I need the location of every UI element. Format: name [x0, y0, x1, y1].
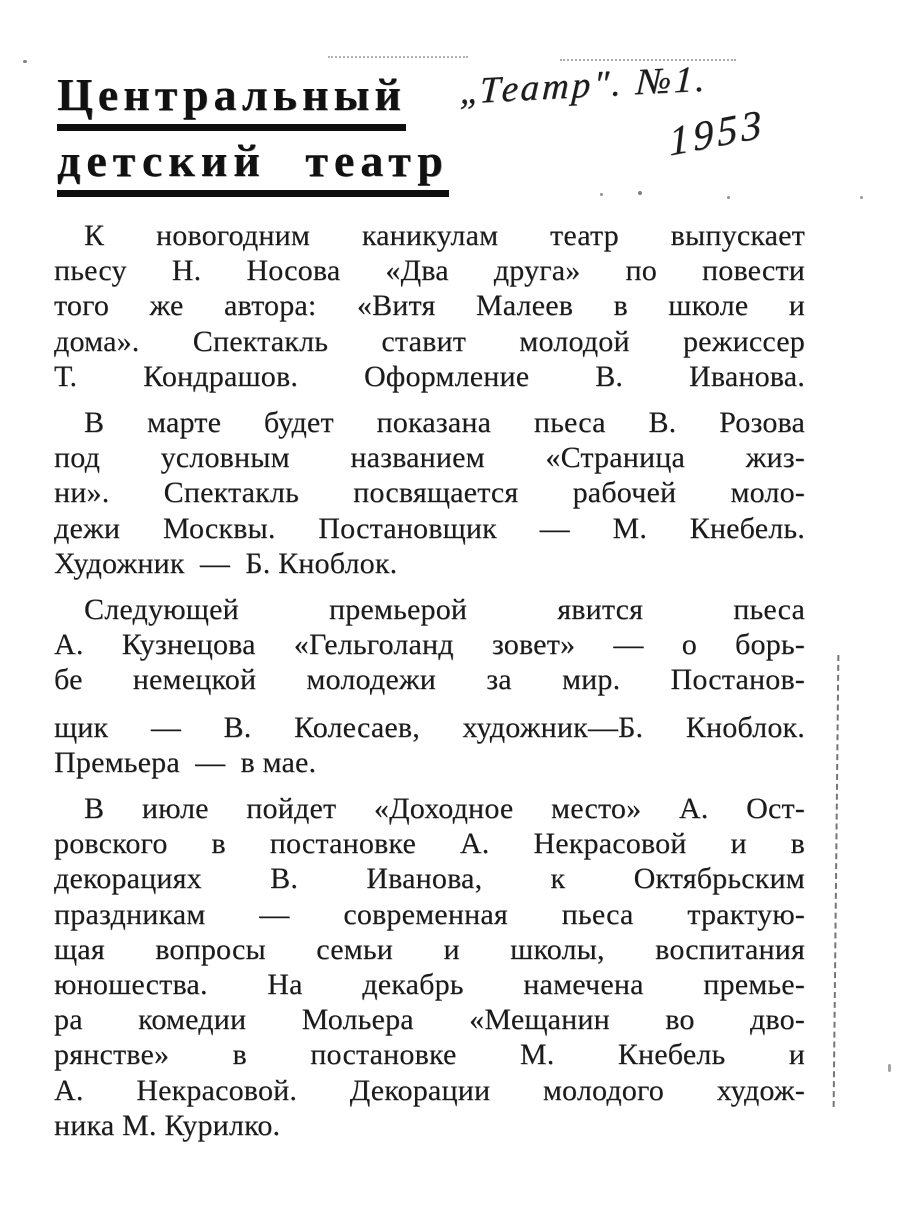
- article-line: бе немецкой молодежи за мир. Постанов-: [54, 663, 805, 697]
- scan-speck: [860, 196, 863, 199]
- article-line: Т. Кондрашов. Оформление В. Иванова.: [54, 359, 805, 393]
- article-line: К новогодним каникулам театр выпускает: [84, 219, 805, 252]
- article-line: В марте будет показана пьеса В. Розова: [84, 406, 805, 440]
- headline-row-1: [57, 69, 449, 131]
- article-line: того же автора: «Витя Малеев в школе и: [54, 289, 805, 323]
- scan-speck: [888, 1064, 891, 1072]
- torn-edge-dotted-line: [833, 655, 840, 1107]
- handwritten-source-annotation: „Театр". №1.: [459, 58, 709, 113]
- article-line: А. Некрасовой. Декорации молодого худож-: [54, 1073, 805, 1107]
- article-line: ра комедии Мольера «Мещанин во дво-: [54, 1003, 805, 1037]
- handwritten-year-annotation: 1953: [667, 99, 767, 165]
- article-headline: [57, 69, 449, 197]
- headline-line1-underlined: Центральный: [57, 72, 406, 131]
- scan-speck: [23, 60, 27, 63]
- scan-speck: [727, 196, 730, 199]
- article-line: праздникам — современная пьеса трактую-: [54, 897, 805, 931]
- article-line: ровского в постановке А. Некрасовой и в: [54, 827, 805, 861]
- article-line: юношества. На декабрь намечена премье-: [54, 968, 805, 1002]
- headline-line2-underlined: детский театр: [57, 138, 449, 197]
- article-line: Художник — Б. Кноблок.: [54, 546, 398, 580]
- article-line: ни». Спектакль посвящается рабочей моло-: [54, 476, 805, 510]
- headline-row-2: [57, 131, 449, 197]
- article-line: щик — В. Колесаев, художник—Б. Кноблок.: [54, 710, 805, 744]
- article-line: А. Кузнецова «Гельголанд зовет» — о борь-: [54, 628, 805, 662]
- scan-dotted-streak: [560, 59, 736, 61]
- scan-speck: [638, 191, 642, 195]
- paragraph: [54, 218, 805, 394]
- paragraph: [54, 405, 805, 581]
- article-line: дежи Москвы. Постановщик — М. Кнебель.: [54, 511, 805, 545]
- article-line: под условным названием «Страница жиз-: [54, 441, 805, 475]
- scan-dotted-streak: [328, 56, 468, 58]
- paragraph: [54, 791, 805, 1143]
- article-body: [54, 218, 805, 1143]
- article-line: рянстве» в постановке М. Кнебель и: [54, 1038, 805, 1072]
- paragraph: [54, 592, 805, 780]
- article-line: декорациях В. Иванова, к Октябрьским: [54, 862, 805, 896]
- article-line: Премьера — в мае.: [54, 745, 317, 779]
- article-line: пьесу Н. Носова «Два друга» по повести: [54, 254, 805, 288]
- article-line: дома». Спектакль ставит молодой режиссер: [54, 324, 805, 358]
- article-line: В июле пойдет «Доходное место» А. Ост-: [84, 792, 805, 826]
- article-line: щая вопросы семьи и школы, воспитания: [54, 932, 805, 966]
- article-line: ника М. Курилко.: [54, 1108, 281, 1142]
- article-line: Следующей премьерой явится пьеса: [84, 593, 805, 627]
- scan-speck: [600, 193, 603, 196]
